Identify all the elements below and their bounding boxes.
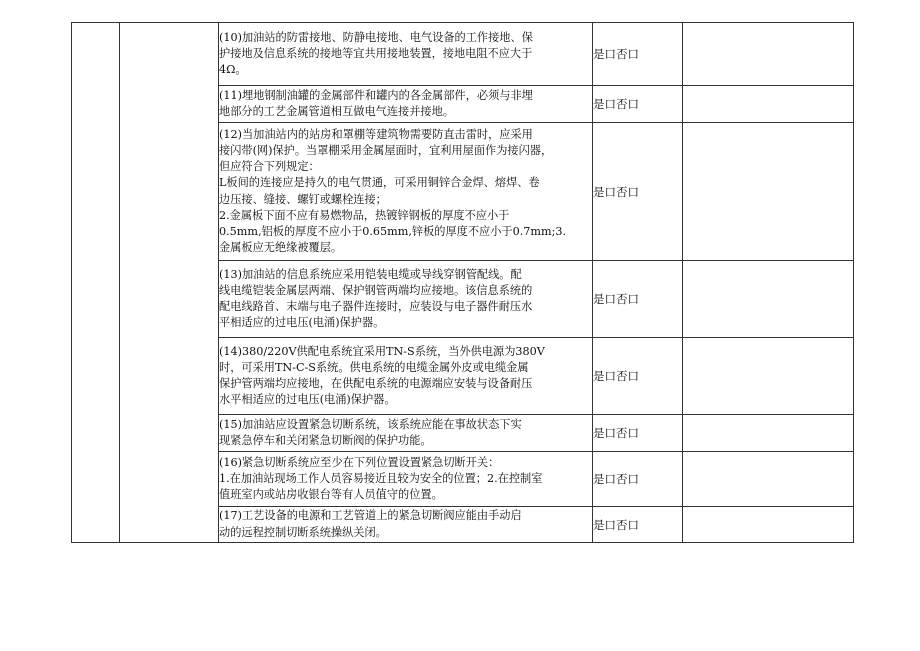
requirement-cell (219, 86, 593, 123)
requirement-line: 现紧急停车和关闭紧急切断阀的保护功能。 (219, 434, 432, 447)
requirement-cell (219, 123, 593, 261)
requirement-line: 地部分的工艺金属管道相互做电气连接并接地。 (219, 105, 454, 118)
yes-no-checkbox-cell[interactable]: 是口否口 (593, 338, 683, 415)
requirement-cell (219, 452, 593, 507)
requirement-line: 时，可采用TN-C-S系统。供电系统的电缆金属外皮或电缆金属 (219, 360, 529, 374)
remarks-cell[interactable] (683, 23, 854, 86)
yes-no-checkbox-cell[interactable]: 是口否口 (593, 415, 683, 452)
inspection-table (71, 22, 854, 543)
requirement-line: (13)加油站的信息系统应采用铠装电缆或导线穿钢管配线。配 (219, 267, 522, 281)
remarks-cell[interactable] (683, 123, 854, 261)
remarks-cell[interactable] (683, 507, 854, 543)
remarks-cell[interactable] (683, 261, 854, 338)
yes-no-checkbox-cell[interactable]: 是口否口 (593, 507, 683, 543)
requirement-cell (219, 415, 593, 452)
requirement-line: (15)加油站应设置紧急切断系统，该系统应能在事故状态下实 (219, 417, 522, 431)
requirement-line: 金属板应无绝缘被覆层。 (219, 241, 343, 255)
remarks-cell[interactable] (683, 415, 854, 452)
requirement-line: 边压接、缝接、螺钉或螺栓连接； (219, 192, 387, 206)
requirement-line: 1.在加油站现场工作人员容易接近且较为安全的位置；2.在控制室 (219, 471, 543, 485)
requirement-line: (10)加油站的防雷接地、防静电接地、电气设备的工作接地、保 (219, 30, 533, 44)
requirement-cell (219, 507, 593, 543)
requirement-line: L板间的连接应是持久的电气贯通，可采用铜锌合金焊、熔焊、卷 (219, 176, 540, 190)
yes-no-checkbox-cell[interactable]: 是口否口 (593, 23, 683, 86)
requirement-line: (14)380/220V供配电系统宜采用TN-S系统，当外供电源为380V (219, 344, 545, 358)
requirement-cell (219, 261, 593, 338)
requirement-line: 0.5mm,铝板的厚度不应小于0.65mm,锌板的厚度不应小于0.7mm;3. (219, 224, 567, 238)
remarks-cell[interactable] (683, 86, 854, 123)
yes-no-checkbox-cell[interactable]: 是口否口 (593, 86, 683, 123)
requirement-line: 平相适应的过电压(电涌)保护器。 (219, 316, 385, 330)
requirement-line: 保护管两端均应接地，在供配电系统的电源端应安装与设备耐压 (219, 377, 533, 390)
requirement-line: (12)当加油站内的站房和罩棚等建筑物需要防直击雷时，应采用 (219, 127, 533, 141)
yes-no-checkbox-cell[interactable]: 是口否口 (593, 261, 683, 338)
yes-no-checkbox-cell[interactable]: 是口否口 (593, 452, 683, 507)
requirement-line: 值班室内或站房收银台等有人员值守的位置。 (219, 488, 443, 502)
requirement-line: 但应符合下列规定： (219, 160, 320, 174)
requirement-cell (219, 23, 593, 86)
table-row (72, 23, 854, 86)
requirement-line: 护接地及信息系统的接地等宜共用接地装置，接地电阻不应大于 (219, 46, 533, 60)
requirement-line: 线电缆铠装金属层两端、保护钢管两端均应接地。该信息系统的 (219, 283, 533, 297)
category-cell (72, 23, 120, 543)
requirement-cell (219, 338, 593, 415)
remarks-cell[interactable] (683, 338, 854, 415)
requirement-line: 配电线路首、末端与电子器件连接时，应装设与电子器件耐压水 (219, 300, 533, 313)
inspection-table-body (72, 23, 854, 543)
requirement-line: (11)埋地钢制油罐的金属部件和罐内的各金属部件，必须与非埋 (219, 88, 533, 102)
requirement-line: 2.金属板下面不应有易燃物品，热镀锌钢板的厚度不应小于 (219, 208, 510, 222)
requirement-line: 动的远程控制切断系统操纵关闭。 (219, 525, 387, 539)
remarks-cell[interactable] (683, 452, 854, 507)
requirement-line: 4Ω。 (219, 63, 247, 77)
yes-no-checkbox-cell[interactable]: 是口否口 (593, 123, 683, 261)
requirement-line: (16)紧急切断系统应至少在下列位置设置紧急切断开关： (219, 455, 500, 469)
requirement-line: 接闪带(网)保护。当罩棚采用金属屋面时，宜利用屋面作为接闪器， (219, 143, 553, 157)
requirement-line: 水平相适应的过电压(电涌)保护器。 (219, 393, 396, 407)
item-cell (120, 23, 219, 543)
requirement-line: (17)工艺设备的电源和工艺管道上的紧急切断阀应能由手动启 (219, 509, 522, 523)
